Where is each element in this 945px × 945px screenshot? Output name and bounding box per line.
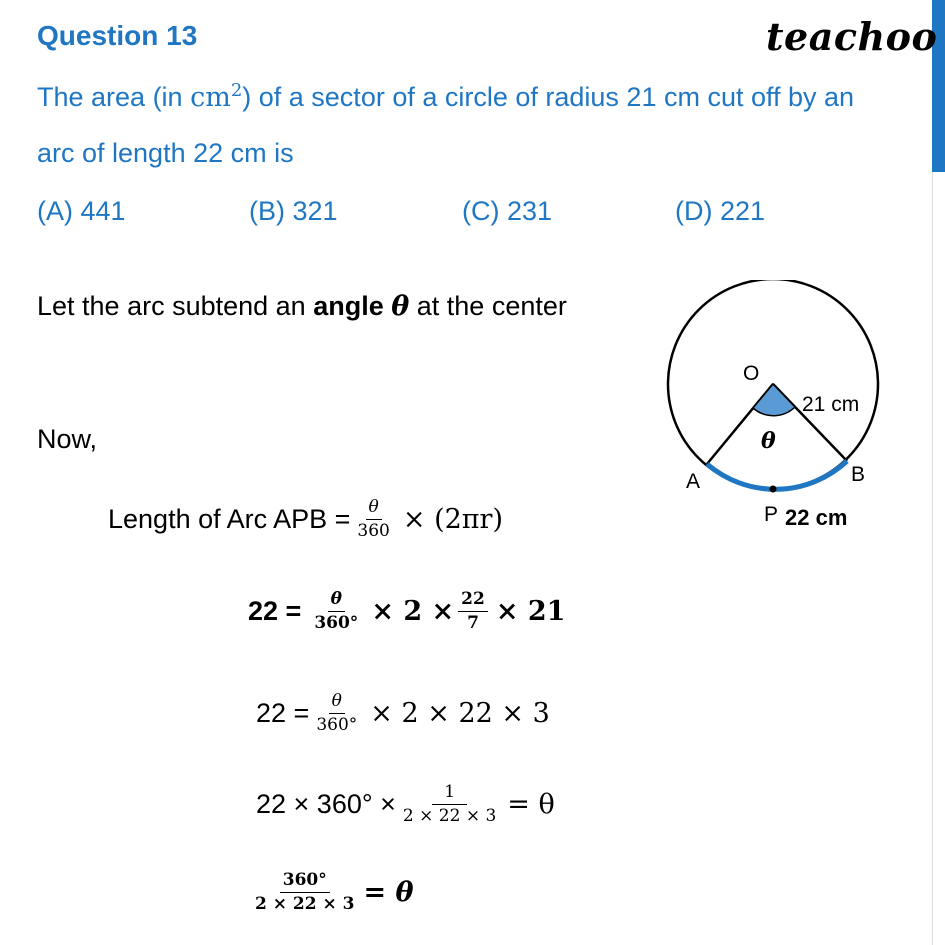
eq2-lhs: 22 = (248, 595, 302, 626)
now-label: Now, (37, 424, 98, 454)
question-line-2: arc of length 22 cm is (37, 138, 294, 168)
eq2-rest: × 2 × (371, 595, 455, 627)
scrollbar-track[interactable] (932, 172, 945, 945)
intro-angle-word: angle (313, 291, 384, 321)
intro-theta: θ (391, 291, 410, 322)
equation-result (252, 871, 414, 913)
equation-rearranged (256, 783, 555, 825)
label-theta: θ (761, 428, 776, 454)
equation-arc-length (108, 498, 503, 540)
eq4-lhs: 22 × 360° × (256, 788, 396, 819)
eq2-fraction-theta (311, 590, 361, 632)
eq3-numerator: θ (329, 692, 345, 714)
option-d: (D) 221 (675, 196, 766, 226)
eq4-numerator: 1 (432, 783, 467, 805)
label-radius: 21 cm (802, 393, 860, 416)
option-a: (A) 441 (37, 196, 126, 226)
eq3-lhs: 22 = (256, 697, 310, 728)
eq2-numerator: θ (328, 590, 345, 612)
eq1-rest: × (2πr) (402, 503, 503, 535)
eq2-rest-2: × 21 (495, 595, 566, 627)
label-arc-length: 22 cm (785, 505, 848, 530)
question-text-suffix: ) of a sector of a circle of radius 21 cm cut off by an (242, 82, 855, 112)
eq5-rest: = θ (363, 876, 414, 908)
solution-intro (37, 291, 567, 322)
label-point-p: P (764, 503, 779, 526)
unit: cm (190, 82, 231, 113)
point-p-dot (770, 486, 777, 493)
label-center-o: O (743, 362, 760, 385)
eq2-numerator-2: 22 (458, 590, 488, 612)
intro-prefix: Let the arc subtend an (37, 291, 314, 321)
question-line-1 (37, 80, 854, 113)
eq5-denominator: 2 × 22 × 3 (255, 893, 355, 914)
option-c: (C) 231 (462, 196, 553, 226)
eq3-denominator: 360° (316, 714, 358, 735)
eq3-fraction (313, 692, 360, 734)
unit-exponent: 2 (230, 80, 243, 101)
eq3-rest: × 2 × 22 × 3 (370, 697, 550, 729)
eq1-numerator: θ (366, 498, 382, 520)
eq4-fraction (400, 783, 499, 825)
eq1-denominator: 360 (357, 520, 390, 541)
eq5-fraction (252, 871, 357, 913)
intro-suffix: at the center (409, 291, 567, 321)
angle-sector-fill (753, 384, 795, 416)
eq4-denominator: 2 × 22 × 3 (402, 805, 497, 826)
arc-apb (707, 461, 847, 489)
eq2-fraction-pi (458, 590, 488, 632)
equation-substituted (248, 590, 565, 632)
label-point-b: B (851, 463, 866, 486)
option-b: (B) 321 (249, 196, 338, 226)
equation-simplified (256, 692, 550, 734)
question-text-prefix: The area (in (37, 82, 191, 112)
label-point-a: A (686, 470, 701, 493)
eq4-rest: = θ (507, 788, 555, 820)
eq1-fraction (354, 498, 392, 540)
eq1-lhs: Length of Arc APB = (108, 503, 351, 534)
eq5-numerator: 360° (280, 871, 330, 893)
question-title: Question 13 (37, 20, 198, 51)
eq2-denominator: 360° (314, 612, 359, 633)
eq2-denominator-2: 7 (467, 612, 479, 633)
teachoo-logo: teachoo (766, 14, 938, 59)
